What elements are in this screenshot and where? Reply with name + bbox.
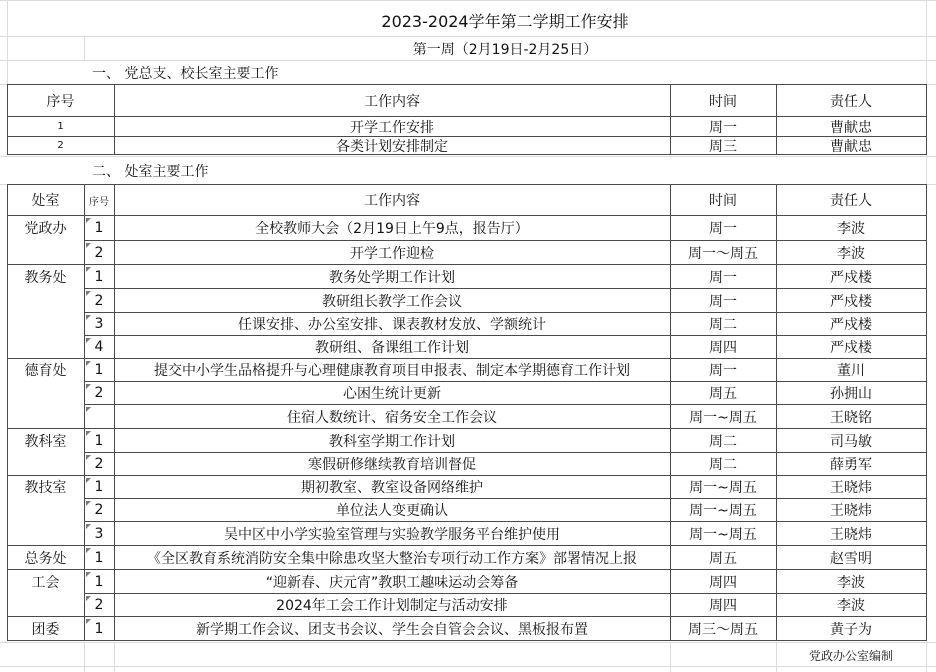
- s2-row-content: 《全区教育系统消防安全集中除患攻坚大整治专项行动工作方案》部署情况上报: [147, 550, 637, 567]
- s2-row-num: 1: [84, 476, 114, 498]
- s2-row-time: 周一~周五: [689, 409, 757, 426]
- s2-row-time: 周一~周五: [689, 526, 757, 543]
- section2-heading: 二、 处室主要工作: [92, 163, 209, 180]
- s2-row-time: 周一: [709, 293, 737, 310]
- s2-row-person: 李波: [837, 574, 865, 591]
- s2-row-dept: 教科室: [24, 433, 67, 450]
- s2-row-content: 教科室学期工作计划: [329, 433, 455, 450]
- s2-row-time: 周三～周五: [688, 621, 758, 638]
- s2-row-content: 教研组长教学工作会议: [322, 293, 462, 310]
- s2-row-dept: 德育处: [24, 363, 67, 379]
- s2-header-num: 序号: [89, 196, 109, 208]
- s2-row-dept: 教务处: [24, 269, 67, 286]
- s2-row-time: 周一～周五: [688, 245, 758, 262]
- s2-row-num: 4: [84, 336, 114, 358]
- s2-header-dept: 处室: [31, 193, 60, 209]
- s1-row-content: 开学工作安排: [350, 119, 434, 136]
- s2-row-num: 2: [84, 453, 114, 475]
- s2-row-num: [84, 405, 114, 428]
- s2-row-dept: [7, 313, 84, 335]
- s2-row-content: 期初教室、教室设备网络维护: [301, 480, 483, 496]
- s2-row-person: 薛勇军: [830, 457, 872, 473]
- s1-row-num: 2: [57, 140, 64, 151]
- s2-row-time: 周五: [709, 550, 737, 567]
- s2-row-dept: [7, 499, 84, 521]
- s1-header-time: 时间: [709, 93, 737, 110]
- s2-header-content: 工作内容: [364, 193, 420, 209]
- s2-row-content: 新学期工作会议、团支书会议、学生会自管会会议、黑板报布置: [196, 621, 588, 638]
- s2-row-num: 2: [84, 382, 114, 404]
- s2-row-content: 单位法人变更确认: [336, 503, 448, 519]
- s2-row-person: 李波: [837, 245, 865, 262]
- s2-row-num: 2: [84, 499, 114, 521]
- s2-row-person: 严戍楼: [830, 340, 872, 356]
- s2-row-person: 严戍楼: [830, 293, 872, 310]
- s2-row-person: 王晓炜: [830, 480, 872, 496]
- s2-row-content: 寒假研修继续教育培训督促: [308, 457, 476, 473]
- s2-row-dept: 教技室: [24, 480, 67, 496]
- s2-row-person: 李波: [837, 221, 865, 237]
- s2-row-content: “迎新春、庆元宵”教职工趣味运动会筹备: [265, 574, 519, 591]
- s2-row-num: 3: [84, 313, 114, 335]
- page-title: 2023-2024学年第二学期工作安排: [381, 11, 629, 31]
- section1-heading: 一、 党总支、校长室主要工作: [92, 65, 279, 82]
- s2-row-person: 王晓炜: [830, 503, 872, 519]
- s2-row-content: 开学工作迎检: [350, 245, 434, 262]
- s1-row-time: 周一: [709, 119, 737, 136]
- s2-row-person: 严戍楼: [830, 269, 872, 286]
- s2-row-time: 周四: [709, 598, 737, 614]
- s2-row-num: 2: [84, 289, 114, 312]
- s2-row-content: 任课安排、办公室安排、课表教材发放、学额统计: [238, 317, 546, 333]
- s1-row-num: 1: [57, 121, 64, 132]
- s2-row-num: 1: [84, 546, 114, 569]
- s2-row-time: 周一~周五: [689, 503, 757, 519]
- s1-header-content: 工作内容: [364, 93, 420, 110]
- s2-row-dept: [7, 241, 84, 264]
- s2-row-content: 全校教师大会（2月19日上午9点，报告厅）: [255, 221, 529, 237]
- s2-row-time: 周一: [709, 269, 737, 286]
- s2-row-content: 吴中区中小学实验室管理与实验教学服务平台维护使用: [224, 526, 560, 543]
- s2-row-num: 3: [84, 522, 114, 545]
- s2-row-person: 赵雪明: [830, 550, 872, 567]
- s2-row-content: 教务处学期工作计划: [329, 269, 455, 286]
- s2-row-time: 周一: [709, 363, 737, 379]
- s2-row-dept: 团委: [31, 621, 60, 638]
- s2-row-dept: [7, 336, 84, 358]
- s2-row-dept: [7, 522, 84, 545]
- s2-row-content: 提交中小学生品格提升与心理健康教育项目申报表、制定本学期德育工作计划: [154, 363, 630, 379]
- s2-row-dept: [7, 594, 84, 616]
- s2-row-person: 王晓炜: [830, 526, 872, 543]
- s2-row-time: 周二: [709, 317, 737, 333]
- s1-row-person: 曹献忠: [830, 138, 872, 154]
- s2-row-dept: [7, 405, 84, 428]
- week-label: 第一周（2月19日-2月25日）: [412, 41, 598, 58]
- s1-row-time: 周三: [709, 138, 737, 154]
- s2-row-num: 2: [84, 594, 114, 616]
- s1-row-person: 曹献忠: [830, 119, 872, 136]
- s2-row-person: 黄子为: [830, 621, 872, 638]
- s2-row-content: 住宿人数统计、宿务安全工作会议: [287, 409, 497, 426]
- s2-row-dept: [7, 382, 84, 404]
- s2-row-person: 王晓铭: [830, 409, 872, 426]
- s2-row-time: 周四: [709, 574, 737, 591]
- s2-row-dept: [7, 453, 84, 475]
- s2-row-num: 1: [84, 617, 114, 640]
- s2-row-num: 1: [84, 359, 114, 381]
- s2-row-time: 周五: [709, 386, 737, 402]
- s2-row-content: 2024年工会工作计划制定与活动安排: [276, 598, 508, 614]
- s1-row-content: 各类计划安排制定: [336, 138, 448, 154]
- s2-row-dept: 工会: [31, 574, 60, 591]
- s1-header-person: 责任人: [830, 93, 872, 110]
- s2-row-num: 1: [84, 216, 114, 240]
- s2-row-person: 司马敏: [830, 433, 872, 450]
- s2-row-person: 董川: [837, 363, 865, 379]
- s2-row-time: 周二: [709, 457, 737, 473]
- s2-row-dept: 党政办: [24, 221, 67, 237]
- s2-row-time: 周四: [709, 340, 737, 356]
- s2-row-dept: 总务处: [24, 550, 67, 567]
- s2-row-time: 周一: [709, 221, 737, 237]
- s2-row-person: 李波: [837, 598, 865, 614]
- s2-row-content: 教研组、备课组工作计划: [315, 340, 469, 356]
- s2-row-person: 孙拥山: [830, 386, 872, 402]
- footer-note: 党政办公室编制: [808, 648, 893, 663]
- s2-row-dept: [7, 289, 84, 312]
- s2-row-person: 严戍楼: [830, 317, 872, 333]
- s2-row-time: 周二: [709, 433, 737, 450]
- s2-row-content: 心困生统计更新: [343, 386, 441, 402]
- s2-row-num: 2: [84, 241, 114, 264]
- s2-row-num: 1: [84, 265, 114, 288]
- s2-row-num: 1: [84, 570, 114, 593]
- s2-header-time: 时间: [709, 193, 737, 209]
- s1-header-num: 序号: [46, 93, 75, 110]
- s2-row-num: 1: [84, 429, 114, 452]
- s2-header-person: 责任人: [830, 193, 872, 209]
- s2-row-time: 周一~周五: [689, 480, 757, 496]
